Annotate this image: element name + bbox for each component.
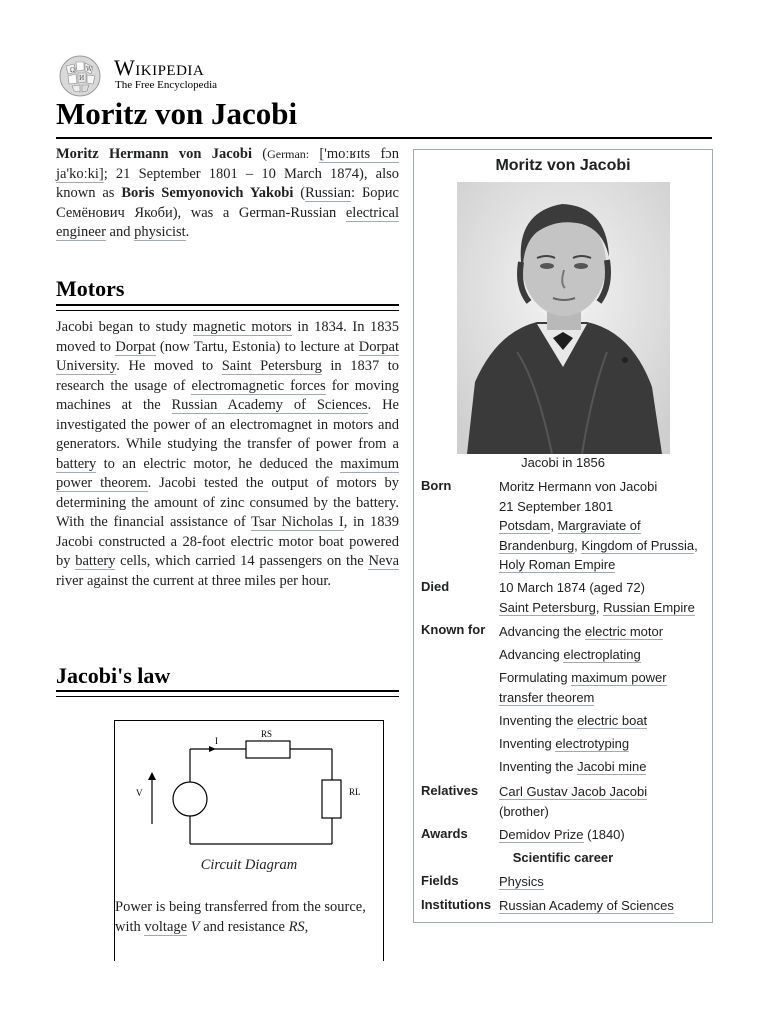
label-i: I: [215, 736, 218, 746]
born-value: [499, 477, 709, 575]
potsdam-link[interactable]: Potsdam: [499, 518, 551, 533]
relatives-label: Relatives: [421, 783, 479, 798]
motors-text: . He moved to: [116, 358, 214, 374]
known-item-text: Advancing: [499, 647, 560, 662]
known-item-text: Inventing: [499, 735, 552, 751]
maximum-power-theorem-link[interactable]: maximum power theorem: [56, 455, 400, 491]
motors-paragraph: [56, 318, 399, 591]
motors-text: . He investigated the power of an electromagnet in motors and generators. While studying the transfer of power from a: [56, 397, 399, 452]
physics-link[interactable]: Physics: [499, 874, 544, 889]
motors-text: . Jacobi tested the output of motors by determining the amount of zinc consumed by the battery. With the financial assistance of: [56, 475, 399, 530]
holy-roman-empire-link[interactable]: Holy Roman Empire: [499, 557, 616, 572]
relatives-value: [499, 782, 709, 821]
kingdom-of-prussia-link[interactable]: Kingdom of Prussia: [581, 537, 695, 553]
dorpat-link[interactable]: Dorpat: [115, 338, 156, 355]
russian-empire-link[interactable]: Russian Empire: [603, 599, 695, 615]
motors-text: for moving machines at the: [56, 377, 399, 413]
russian-language-link[interactable]: Russian: [305, 185, 352, 201]
born-name: Moritz Hermann von Jacobi: [499, 479, 658, 494]
motors-text: in 1834. In 1835 moved to: [56, 319, 400, 355]
dorpat-university-link[interactable]: Dorpat University: [56, 338, 400, 374]
known-item: [499, 757, 709, 777]
section-divider-motors: [56, 304, 399, 311]
known-item-text: Inventing the: [499, 712, 574, 728]
law-text: and resistance: [203, 919, 285, 935]
motors-text: (now Tartu, Estonia) to lecture at: [159, 338, 355, 355]
awards-value: [499, 825, 709, 845]
wikipedia-wordmark[interactable]: Wikipedia: [114, 55, 205, 80]
born-place: Potsdam, Margraviate of Brandenburg, Kingdom of Prussia, Holy Roman Empire: [499, 518, 698, 572]
jacobi-mine-link[interactable]: Jacobi mine: [577, 758, 647, 774]
demidov-prize-link[interactable]: Demidov Prize: [499, 827, 584, 842]
law-symbol-v: V: [190, 919, 200, 935]
known-for-label: Known for: [421, 622, 486, 637]
intro-paragraph: Moritz Hermann von Jacobi (German: ['moːʁɪts fɔn ja'koːki]; 21 September 1801 – 10 March 1874), also known as Boris Semyonovich Yakobi (Russian: Борис Семёнович Якоби), was a German-Russian electrical engineer and physicist.: [56, 146, 399, 240]
motors-text: river against the current at three miles per hour.: [56, 572, 331, 589]
magnetic-motors-link[interactable]: magnetic motors: [192, 319, 292, 335]
institution-academy-link[interactable]: Russian Academy of Sciences: [499, 898, 674, 913]
motors-text: cells, which carried 14 passengers on the: [120, 553, 364, 569]
svg-text:W: W: [86, 66, 93, 73]
voltage-link[interactable]: voltage: [144, 919, 188, 935]
intro-period: .: [185, 224, 190, 240]
carl-jacobi-link[interactable]: Carl Gustav Jacob Jacobi: [499, 784, 648, 799]
motors-text: , in 1839 Jacobi constructed a 28-foot electric motor boat powered by: [56, 514, 400, 569]
institutions-label: Institutions: [421, 897, 492, 912]
law-text: ,: [304, 919, 309, 935]
known-item: [499, 711, 709, 731]
svg-text:И: И: [79, 75, 85, 82]
known-item-text: Inventing the: [499, 758, 574, 774]
died-place: Saint Petersburg, Russian Empire: [499, 599, 695, 615]
intro-dates: ; 21 September 1801 – 10 March 1874), also known as: [56, 165, 399, 201]
electric-motor-link[interactable]: electric motor: [585, 624, 664, 639]
svg-text:Ω: Ω: [70, 67, 75, 74]
saint-petersburg-link[interactable]: Saint Petersburg: [221, 358, 322, 374]
motors-text: in 1837 to research the usage of: [56, 358, 400, 394]
margraviate-link[interactable]: Margraviate of Brandenburg: [499, 518, 641, 553]
motors-text: to an electric motor, he deduced the: [103, 455, 333, 472]
infobox-title: Moritz von Jacobi: [495, 157, 631, 174]
relatives-note: (brother): [499, 803, 549, 819]
electroplating-link[interactable]: electroplating: [563, 647, 641, 662]
wikipedia-globe-logo[interactable]: [56, 54, 104, 98]
label-v: V: [136, 788, 143, 798]
ipa-link[interactable]: ['moːʁɪts fɔn ja'koːki]: [56, 146, 399, 182]
neva-link[interactable]: Neva: [368, 553, 400, 569]
known-item: [499, 668, 709, 707]
page-title: Moritz von Jacobi: [56, 96, 298, 131]
portrait-image[interactable]: [457, 182, 670, 454]
law-paragraph: [115, 897, 383, 937]
russian-name: : Борис Семёнович Якоби), was a German-Russian: [56, 185, 399, 221]
battery-link[interactable]: battery: [56, 455, 97, 472]
institutions-value: [499, 896, 709, 916]
known-item-text: Advancing the: [499, 624, 582, 639]
law-text: Power is being transferred from the source, with: [115, 899, 366, 935]
born-label: Born: [421, 478, 452, 493]
electrotyping-link[interactable]: electrotyping: [555, 735, 630, 751]
section-heading-law: Jacobi's law: [56, 663, 171, 688]
maximum-power-transfer-link[interactable]: maximum power transfer theorem: [499, 670, 667, 705]
circuit-diagram[interactable]: [130, 724, 370, 854]
electromagnetic-forces-link[interactable]: electromagnetic forces: [191, 377, 326, 394]
electrical-engineer-link[interactable]: electrical engineer: [56, 204, 399, 240]
known-item-text: Formulating: [499, 670, 568, 685]
figure-caption: Circuit Diagram: [200, 857, 298, 873]
scientific-career-heading: Scientific career: [512, 850, 614, 865]
died-label: Died: [421, 579, 450, 594]
section-heading-motors: Motors: [56, 276, 125, 301]
label-rs: RS: [261, 729, 273, 739]
died-value: [499, 578, 709, 617]
label-rl: RL: [349, 787, 361, 797]
tsar-nicholas-link[interactable]: Tsar Nicholas I: [251, 514, 344, 530]
born-date: 21 September 1801: [499, 498, 614, 514]
awards-label: Awards: [421, 826, 468, 841]
subject-name: Moritz Hermann von Jacobi: [56, 146, 252, 162]
site-header: [56, 52, 356, 98]
infobox: [413, 149, 713, 923]
known-item: [499, 734, 709, 754]
electric-boat-link[interactable]: electric boat: [577, 712, 648, 728]
fields-label: Fields: [421, 873, 459, 888]
law-symbol-rs: RS: [288, 919, 305, 935]
alt-name: Boris Semyonovich Yakobi: [121, 185, 294, 201]
russian-academy-link[interactable]: Russian Academy of Sciences: [171, 397, 368, 413]
known-item: [499, 645, 709, 665]
awards-year: (1840): [587, 827, 625, 842]
battery-link-2[interactable]: battery: [75, 553, 116, 569]
wikipedia-tagline: The Free Encyclopedia: [115, 79, 218, 91]
section-divider-law: [56, 690, 399, 697]
motors-text: Jacobi began to study: [56, 319, 188, 335]
title-divider: [56, 137, 712, 139]
died-saint-petersburg-link[interactable]: Saint Petersburg: [499, 599, 596, 615]
intro-and: and: [109, 224, 131, 240]
portrait-caption: Jacobi in 1856: [521, 455, 605, 470]
fields-value: [499, 872, 709, 892]
known-item: [499, 622, 709, 642]
physicist-link[interactable]: physicist: [134, 224, 186, 240]
known-for-value: [499, 622, 709, 776]
circuit-figure: [114, 720, 384, 961]
died-date: 10 March 1874 (aged 72): [499, 580, 645, 595]
german-label: German:: [267, 147, 310, 161]
